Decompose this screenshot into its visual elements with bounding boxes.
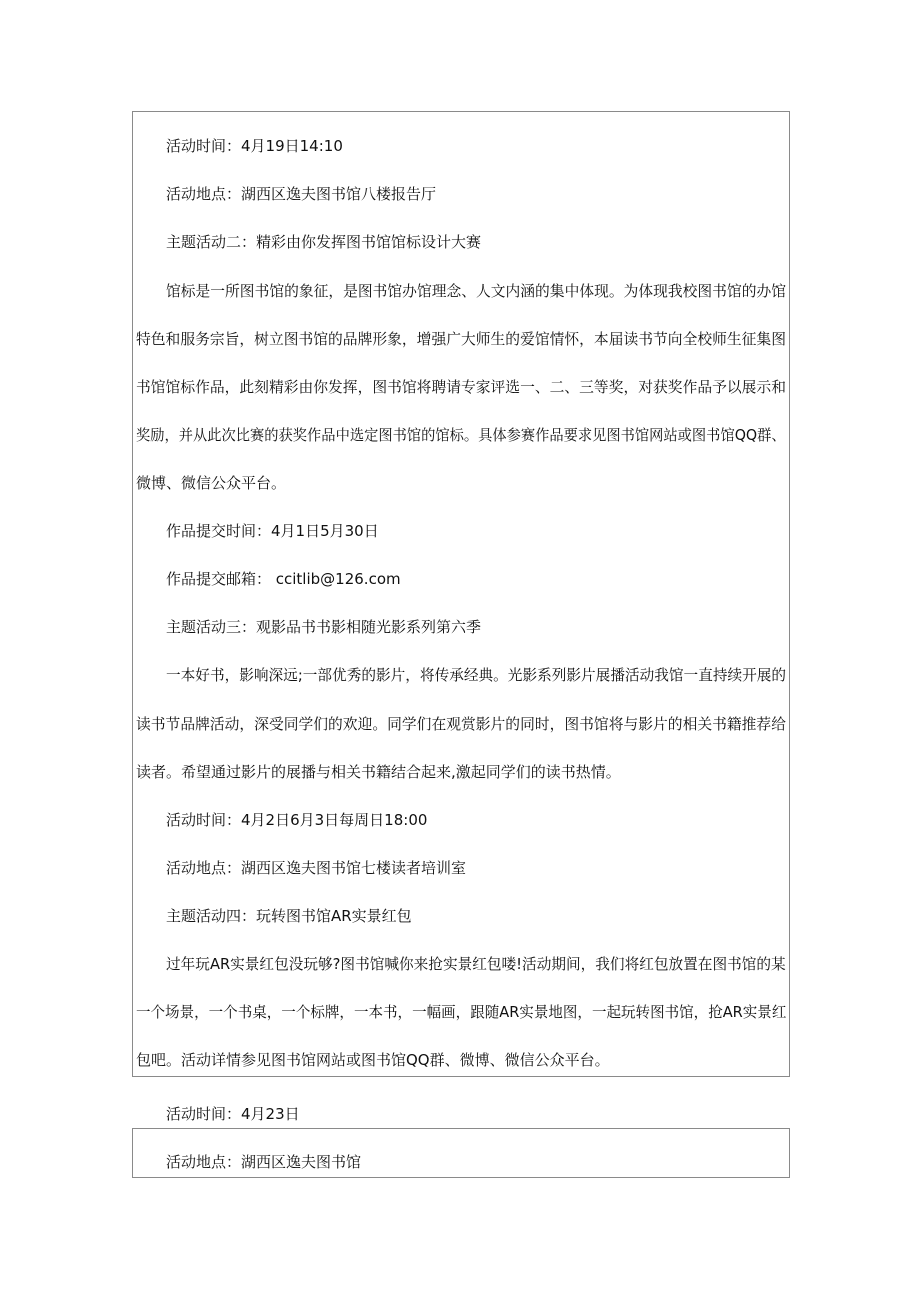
activity-2-body-line: 特色和服务宗旨，树立图书馆的品牌形象，增强广大师生的爱馆情怀，本届读书节向全校师生征集图 <box>136 330 786 348</box>
activity-4-title: 主题活动四：玩转图书馆AR实景红包 <box>166 907 412 925</box>
event-time: 活动时间：4月19日14:10 <box>166 137 343 155</box>
activity-4-body-line: 一个场景，一个书桌，一个标牌，一本书，一幅画，跟随AR实景地图，一起玩转图书馆，抢AR实景红 <box>136 1003 787 1021</box>
submission-email: 作品提交邮箱： ccitlib@126.com <box>166 570 401 588</box>
final-event-time: 活动时间：4月23日 <box>166 1105 300 1123</box>
activity-3-time: 活动时间：4月2日6月3日每周日18:00 <box>166 811 428 829</box>
activity-3-title: 主题活动三：观影品书书影相随光影系列第六季 <box>166 618 482 636</box>
event-place: 活动地点：湖西区逸夫图书馆八楼报告厅 <box>166 185 437 203</box>
submission-time: 作品提交时间：4月1日5月30日 <box>166 522 379 540</box>
activity-3-body-line: 一本好书，影响深远;一部优秀的影片，将传承经典。光影系列影片展播活动我馆一直持续开展的 <box>166 666 787 684</box>
activity-2-body-line: 微博、微信公众平台。 <box>136 474 287 492</box>
activity-2-body-line: 书馆馆标作品，此刻精彩由你发挥，图书馆将聘请专家评选一、二、三等奖，对获奖作品予以展示和 <box>136 378 786 396</box>
activity-2-title: 主题活动二：精彩由你发挥图书馆馆标设计大赛 <box>166 233 482 251</box>
activity-4-body-line: 过年玩AR实景红包没玩够?图书馆喊你来抢实景红包喽!活动期间，我们将红包放置在图书馆的某 <box>166 955 786 973</box>
activity-3-place: 活动地点：湖西区逸夫图书馆七楼读者培训室 <box>166 859 467 877</box>
activity-3-body-line: 读书节品牌活动，深受同学们的欢迎。同学们在观赏影片的同时，图书馆将与影片的相关书籍推荐给 <box>136 715 786 733</box>
activity-2-body-line: 馆标是一所图书馆的象征，是图书馆办馆理念、人文内涵的集中体现。为体现我校图书馆的办馆 <box>166 282 786 300</box>
content-frame-main <box>132 111 790 1077</box>
activity-3-body-line: 读者。希望通过影片的展播与相关书籍结合起来,激起同学们的读书热情。 <box>136 763 621 781</box>
activity-2-body-line: 奖励，并从此次比赛的获奖作品中选定图书馆的馆标。具体参赛作品要求见图书馆网站或图书馆QQ群、 <box>136 426 786 444</box>
final-event-place: 活动地点：湖西区逸夫图书馆 <box>166 1153 362 1171</box>
activity-4-body-line: 包吧。活动详情参见图书馆网站或图书馆QQ群、微博、微信公众平台。 <box>136 1051 610 1069</box>
